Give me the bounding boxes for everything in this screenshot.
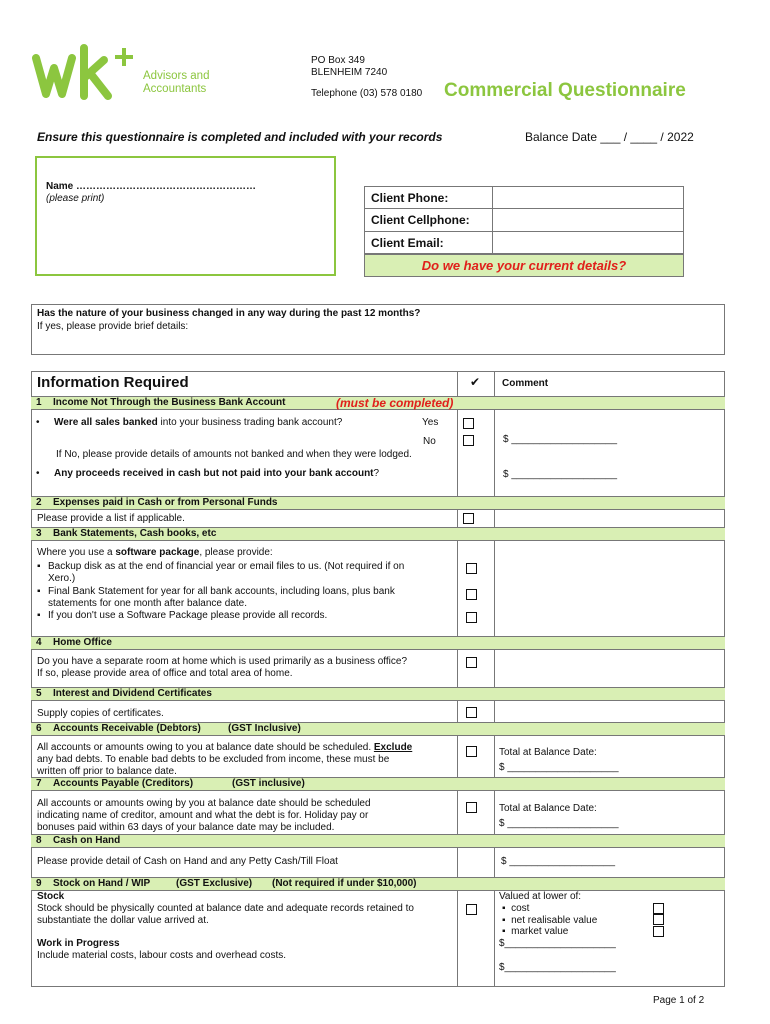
comment-col-line bbox=[494, 371, 495, 987]
s3-intro-b: software package bbox=[115, 547, 200, 558]
s9-dollar-field-1[interactable]: $____________________ bbox=[499, 938, 616, 949]
s6-total-label: Total at Balance Date: bbox=[499, 747, 597, 758]
section-1-header bbox=[31, 396, 725, 410]
section-7-gst: (GST inclusive) bbox=[232, 778, 305, 789]
nature-change-hint: If yes, please provide brief details: bbox=[37, 321, 189, 332]
s7-dollar-field[interactable]: $ ____________________ bbox=[499, 818, 619, 829]
section-9-note: (Not required if under $10,000) bbox=[272, 878, 417, 889]
s9-wip-text: Include material costs, labour costs and overhead costs. bbox=[37, 950, 287, 961]
client-phone-field[interactable] bbox=[493, 187, 682, 208]
s7-checkbox[interactable] bbox=[466, 802, 477, 813]
page-title: Commercial Questionnaire bbox=[444, 80, 686, 101]
section-2-title: Expenses paid in Cash or from Personal Funds bbox=[53, 497, 278, 508]
s9-opt2: ▪ net realisable value bbox=[502, 915, 598, 926]
client-cellphone-field[interactable] bbox=[493, 209, 682, 230]
s4-checkbox[interactable] bbox=[466, 657, 477, 668]
s9-nrv-checkbox[interactable] bbox=[653, 914, 664, 925]
name-label: Name ……………………………………………… bbox=[46, 181, 257, 192]
s1-dollar-field-2[interactable]: $ ___________________ bbox=[503, 469, 618, 480]
s3-b2b: statements for one month after balance date. bbox=[48, 598, 248, 609]
s1-no-checkbox[interactable] bbox=[463, 435, 474, 446]
s1-no-label: No bbox=[423, 436, 436, 447]
section-5-num: 5 bbox=[36, 688, 42, 699]
company-logo bbox=[32, 44, 147, 106]
section-3-header bbox=[31, 527, 725, 541]
section-4-header bbox=[31, 636, 725, 650]
section-7-num: 7 bbox=[36, 778, 42, 789]
section-7-title: Accounts Payable (Creditors) bbox=[53, 778, 194, 789]
s5-text: Supply copies of certificates. bbox=[37, 708, 164, 719]
balance-date[interactable]: Balance Date ___ / ____ / 2022 bbox=[525, 130, 694, 144]
s7-l1: All accounts or amounts owing by you at balance date should be scheduled bbox=[37, 798, 371, 809]
tick-column-header: ✔ bbox=[470, 375, 481, 389]
current-details-text: Do we have your current details? bbox=[421, 258, 627, 273]
s3-intro bbox=[37, 547, 273, 559]
s3-b2-marker: ▪ bbox=[37, 586, 41, 597]
nature-change-question: Has the nature of your business changed in any way during the past 12 months? bbox=[37, 308, 421, 319]
s7-l3: bonuses paid within 63 days of your balance date may be included. bbox=[37, 822, 335, 833]
s9-valued-label: Valued at lower of: bbox=[499, 891, 582, 902]
s3-b1b: Xero.) bbox=[48, 573, 76, 584]
section-6-title: Accounts Receivable (Debtors) bbox=[53, 723, 201, 734]
section-6-header bbox=[31, 722, 725, 736]
logo-tagline bbox=[143, 70, 209, 96]
s1-q2-end: ? bbox=[373, 468, 380, 479]
s3-intro-a: Where you use a bbox=[37, 547, 116, 558]
s9-stock-heading: Stock bbox=[37, 891, 65, 902]
client-phone-label: Client Phone: bbox=[371, 191, 449, 205]
s1-yes-label: Yes bbox=[422, 417, 439, 428]
info-required-heading: Information Required bbox=[37, 374, 189, 391]
section-2-num: 2 bbox=[36, 497, 42, 508]
page-number: Page 1 of 2 bbox=[653, 995, 705, 1006]
telephone: Telephone (03) 578 0180 bbox=[311, 88, 423, 99]
s6-dollar-field[interactable]: $ ____________________ bbox=[499, 762, 619, 773]
s1-q1 bbox=[54, 417, 342, 429]
s4-l2: If so, please provide area of office and total area of home. bbox=[37, 668, 293, 679]
s3-b3-checkbox[interactable] bbox=[466, 612, 477, 623]
section-3-num: 3 bbox=[36, 528, 42, 539]
s9-dollar-field-2[interactable]: $____________________ bbox=[499, 962, 616, 973]
section-5-header bbox=[31, 687, 725, 701]
section-4-num: 4 bbox=[36, 637, 42, 648]
section-9-num: 9 bbox=[36, 878, 42, 889]
section-6-gst: (GST Inclusive) bbox=[228, 723, 301, 734]
section-1-num: 1 bbox=[36, 397, 42, 408]
logo-tagline-2: Accountants bbox=[143, 83, 207, 95]
section-1-must: (must be completed) bbox=[336, 396, 454, 410]
s9-opt2-label: net realisable value bbox=[511, 915, 598, 926]
name-hint: (please print) bbox=[46, 193, 105, 204]
s3-b2a: Final Bank Statement for year for all bank accounts, including loans, plus bank bbox=[48, 586, 395, 597]
s1-bullet1: • bbox=[36, 417, 40, 428]
s1-dollar-field-1[interactable]: $ ___________________ bbox=[503, 434, 618, 445]
current-details-banner bbox=[364, 254, 684, 277]
address-line2: BLENHEIM 7240 bbox=[311, 67, 388, 78]
s1-bullet2: • bbox=[36, 468, 40, 479]
s3-intro-c: , please provide: bbox=[199, 547, 273, 558]
s3-b1-checkbox[interactable] bbox=[466, 563, 477, 574]
section-2-header bbox=[31, 496, 725, 510]
section-3-title: Bank Statements, Cash books, etc bbox=[53, 528, 217, 539]
s3-b2-checkbox[interactable] bbox=[466, 589, 477, 600]
s6-l2: any bad debts. To enable bad debts to be excluded from income, these must be bbox=[37, 754, 390, 765]
client-cellphone-label: Client Cellphone: bbox=[371, 213, 470, 227]
s6-checkbox[interactable] bbox=[466, 746, 477, 757]
section-7-header bbox=[31, 777, 725, 791]
s3-b3-marker: ▪ bbox=[37, 610, 41, 621]
section-8-header bbox=[31, 834, 725, 848]
comment-column-header: Comment bbox=[502, 378, 549, 389]
section-5-title: Interest and Dividend Certificates bbox=[53, 688, 212, 699]
s1-q2 bbox=[54, 468, 379, 480]
nature-change-box[interactable] bbox=[31, 304, 725, 355]
s1-yes-checkbox[interactable] bbox=[463, 418, 474, 429]
section-8-title: Cash on Hand bbox=[53, 835, 121, 846]
instruction-text: Ensure this questionnaire is completed and included with your records bbox=[37, 130, 443, 144]
s9-opt3: ▪ market value bbox=[502, 926, 569, 937]
s9-stock-l2: substantiate the dollar value arrived at. bbox=[37, 915, 209, 926]
s9-wip-heading: Work in Progress bbox=[37, 938, 120, 949]
s9-cost-checkbox[interactable] bbox=[653, 903, 664, 914]
tick-col-line bbox=[457, 371, 458, 987]
s9-market-checkbox[interactable] bbox=[653, 926, 664, 937]
s1-q1-note: If No, please provide details of amounts not banked and when they were lodged. bbox=[56, 449, 412, 460]
s2-checkbox[interactable] bbox=[463, 513, 474, 524]
logo-tagline-1: Advisors and bbox=[143, 70, 210, 82]
postal-address bbox=[311, 55, 387, 79]
s7-total-label: Total at Balance Date: bbox=[499, 803, 597, 814]
s9-opt1-label: cost bbox=[511, 903, 530, 914]
s6-l1b: Exclude bbox=[373, 742, 413, 753]
section-6-num: 6 bbox=[36, 723, 42, 734]
s3-b1-marker: ▪ bbox=[37, 561, 41, 572]
section-8-num: 8 bbox=[36, 835, 42, 846]
s7-l2: indicating name of creditor, amount and what the debt is for. Holiday pay or bbox=[37, 810, 369, 821]
s8-text: Please provide detail of Cash on Hand and any Petty Cash/Till Float bbox=[37, 856, 338, 867]
section-9-gst: (GST Exclusive) bbox=[176, 878, 253, 889]
s1-q2-text: Any proceeds received in cash but not paid into your bank account bbox=[54, 468, 374, 479]
s4-l1: Do you have a separate room at home which is used primarily as a business office? bbox=[37, 656, 408, 667]
s9-stock-checkbox[interactable] bbox=[466, 904, 477, 915]
s6-l1 bbox=[37, 742, 412, 754]
s8-dollar-field[interactable]: $ ___________________ bbox=[501, 856, 616, 867]
client-email-label: Client Email: bbox=[371, 236, 444, 250]
client-details-table bbox=[364, 186, 684, 277]
s6-l1a: All accounts or amounts owing to you at balance date should be scheduled. bbox=[37, 742, 374, 753]
s1-q1-rest: into your business trading bank account? bbox=[157, 417, 343, 428]
s5-checkbox[interactable] bbox=[466, 707, 477, 718]
section-4-title: Home Office bbox=[53, 637, 112, 648]
s9-opt1: ▪ cost bbox=[502, 903, 530, 914]
section-9-title: Stock on Hand / WIP bbox=[53, 878, 151, 889]
s1-q1-bold: Were all sales banked bbox=[54, 417, 158, 428]
s9-opt3-label: market value bbox=[511, 926, 569, 937]
s3-b3: If you don't use a Software Package please provide all records. bbox=[48, 610, 328, 621]
section-9-header bbox=[31, 877, 725, 891]
s6-l3: written off prior to balance date. bbox=[37, 766, 177, 777]
address-line1: PO Box 349 bbox=[311, 55, 365, 66]
section-1-title: Income Not Through the Business Bank Account bbox=[53, 397, 286, 408]
s9-stock-l1: Stock should be physically counted at balance date and adequate records retained to bbox=[37, 903, 414, 914]
client-email-field[interactable] bbox=[493, 232, 682, 253]
s3-b1a: Backup disk as at the end of financial year or email files to us. (Not required if on bbox=[48, 561, 405, 572]
name-box[interactable] bbox=[35, 156, 336, 276]
s2-text: Please provide a list if applicable. bbox=[37, 513, 185, 524]
